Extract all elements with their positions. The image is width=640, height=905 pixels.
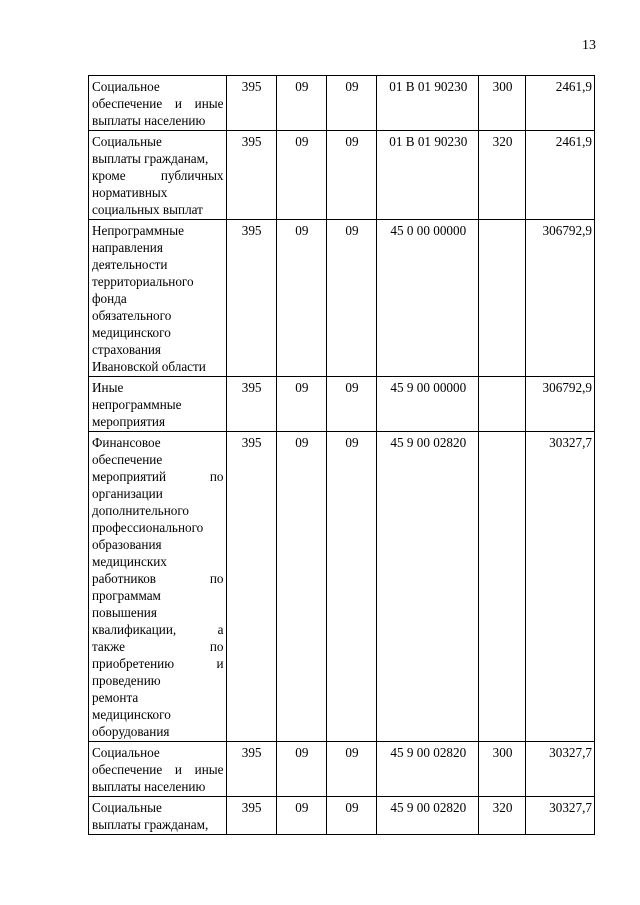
row-name-word: мероприятия [92,414,166,429]
row-name-word: социальных выплат [92,202,203,217]
row-name-word: организации [92,486,163,501]
row-name-line [92,553,224,570]
row-name-line [92,95,224,112]
row-name-line [92,451,224,468]
amount-cell: 30327,7 [525,432,594,742]
row-name-line [92,672,224,689]
section-code-cell: 09 [276,432,326,742]
target-article-cell: 45 9 00 02820 [377,432,479,742]
row-name-line [92,341,224,358]
amount-cell: 306792,9 [525,220,594,377]
row-name-word: Иные [92,380,124,395]
row-name-cell [89,797,227,835]
expense-type-cell [479,377,525,432]
row-name-word: Социальные [92,800,162,815]
row-name-line [92,570,224,587]
row-name-word: по [209,469,224,484]
row-name-cell [89,432,227,742]
row-name-line [92,273,224,290]
row-name-line [92,536,224,553]
row-name-line [92,201,224,218]
row-name-line [92,150,224,167]
row-name-line [92,604,224,621]
expense-type-cell [479,432,525,742]
row-name-word: дополнительного [92,503,190,518]
row-name-line [92,655,224,672]
table-row [89,76,595,131]
row-name-word: образования [92,537,162,552]
row-name-word: мероприятий [92,469,167,484]
row-name-word: Социальные [92,134,162,149]
amount-cell: 2461,9 [525,76,594,131]
row-name-line [92,778,224,795]
row-name-line [92,256,224,273]
row-name-word: выплаты населению [92,113,206,128]
expense-type-cell: 320 [479,131,525,220]
row-name-word: выплаты населению [92,779,206,794]
row-name-line [92,799,224,816]
table-row [89,377,595,432]
row-name-word: медицинского [92,707,171,722]
amount-cell: 30327,7 [525,742,594,797]
row-name-line [92,434,224,451]
row-name-line [92,485,224,502]
row-name-word: выплаты гражданам, [92,817,209,832]
grbs-code-cell: 395 [226,377,276,432]
row-name-word: профессионального [92,520,204,535]
row-name-line [92,689,224,706]
row-name-word: страхования [92,342,161,357]
row-name-line [92,761,224,778]
expense-type-cell: 320 [479,797,525,835]
subsection-code-cell: 09 [326,432,376,742]
expense-type-cell: 300 [479,76,525,131]
amount-cell: 30327,7 [525,797,594,835]
row-name-line [92,519,224,536]
row-name-word: а [217,622,224,637]
subsection-code-cell: 09 [326,131,376,220]
section-code-cell: 09 [276,220,326,377]
subsection-code-cell: 09 [326,76,376,131]
target-article-cell: 01 В 01 90230 [377,76,479,131]
row-name-line [92,744,224,761]
row-name-word: и [174,96,182,111]
row-name-word: обеспечение [92,96,163,111]
table-row [89,432,595,742]
row-name-word: деятельности [92,257,168,272]
row-name-word: квалификации, [92,622,177,637]
row-name-word: также [92,639,125,654]
subsection-code-cell: 09 [326,742,376,797]
subsection-code-cell: 09 [326,377,376,432]
row-name-word: и [174,762,182,777]
row-name-word: и [216,656,224,671]
row-name-line [92,222,224,239]
row-name-word: территориального [92,274,194,289]
row-name-word: программам [92,588,161,603]
grbs-code-cell: 395 [226,76,276,131]
grbs-code-cell: 395 [226,797,276,835]
row-name-line [92,816,224,833]
amount-cell: 306792,9 [525,377,594,432]
row-name-cell [89,131,227,220]
row-name-word: иные [194,762,224,777]
section-code-cell: 09 [276,797,326,835]
page-number: 13 [582,38,596,53]
table-row [89,220,595,377]
row-name-word: ремонта [92,690,139,705]
row-name-word: обеспечение [92,452,163,467]
target-article-cell: 45 9 00 00000 [377,377,479,432]
row-name-word: фонда [92,291,127,306]
target-article-cell: 45 9 00 02820 [377,797,479,835]
row-name-word: непрограммные [92,397,182,412]
budget-table [88,75,595,835]
row-name-line [92,396,224,413]
row-name-cell [89,377,227,432]
target-article-cell: 45 9 00 02820 [377,742,479,797]
row-name-cell [89,742,227,797]
row-name-word: приобретению [92,656,175,671]
target-article-cell: 45 0 00 00000 [377,220,479,377]
row-name-word: медицинского [92,325,171,340]
row-name-word: по [209,639,224,654]
row-name-line [92,167,224,184]
grbs-code-cell: 395 [226,220,276,377]
row-name-line [92,133,224,150]
row-name-word: медицинских [92,554,167,569]
row-name-word: иные [194,96,224,111]
row-name-line [92,621,224,638]
table-row [89,742,595,797]
row-name-line [92,413,224,430]
section-code-cell: 09 [276,377,326,432]
row-name-word: Непрограммные [92,223,184,238]
row-name-word: оборудования [92,724,170,739]
row-name-word: Ивановской области [92,359,206,374]
row-name-word: работников [92,571,157,586]
row-name-word: обязательного [92,308,172,323]
row-name-word: повышения [92,605,157,620]
row-name-word: нормативных [92,185,168,200]
row-name-word: проведению [92,673,161,688]
row-name-line [92,184,224,201]
grbs-code-cell: 395 [226,432,276,742]
row-name-line [92,706,224,723]
table-row [89,797,595,835]
row-name-line [92,324,224,341]
row-name-word: по [209,571,224,586]
grbs-code-cell: 395 [226,131,276,220]
subsection-code-cell: 09 [326,220,376,377]
row-name-word: кроме [92,168,126,183]
table-row [89,131,595,220]
budget-table-body [89,76,595,835]
row-name-line [92,78,224,95]
section-code-cell: 09 [276,131,326,220]
row-name-word: Социальное [92,79,160,94]
row-name-line [92,112,224,129]
row-name-cell [89,220,227,377]
row-name-cell [89,76,227,131]
row-name-word: выплаты гражданам, [92,151,209,166]
amount-cell: 2461,9 [525,131,594,220]
target-article-cell: 01 В 01 90230 [377,131,479,220]
row-name-line [92,468,224,485]
section-code-cell: 09 [276,742,326,797]
row-name-line [92,290,224,307]
row-name-line [92,379,224,396]
row-name-word: направления [92,240,163,255]
row-name-line [92,723,224,740]
row-name-word: обеспечение [92,762,163,777]
expense-type-cell [479,220,525,377]
row-name-word: Финансовое [92,435,161,450]
row-name-word: публичных [160,168,224,183]
row-name-line [92,502,224,519]
row-name-line [92,587,224,604]
row-name-line [92,358,224,375]
row-name-line [92,307,224,324]
row-name-line [92,239,224,256]
subsection-code-cell: 09 [326,797,376,835]
row-name-word: Социальное [92,745,160,760]
grbs-code-cell: 395 [226,742,276,797]
section-code-cell: 09 [276,76,326,131]
row-name-line [92,638,224,655]
expense-type-cell: 300 [479,742,525,797]
